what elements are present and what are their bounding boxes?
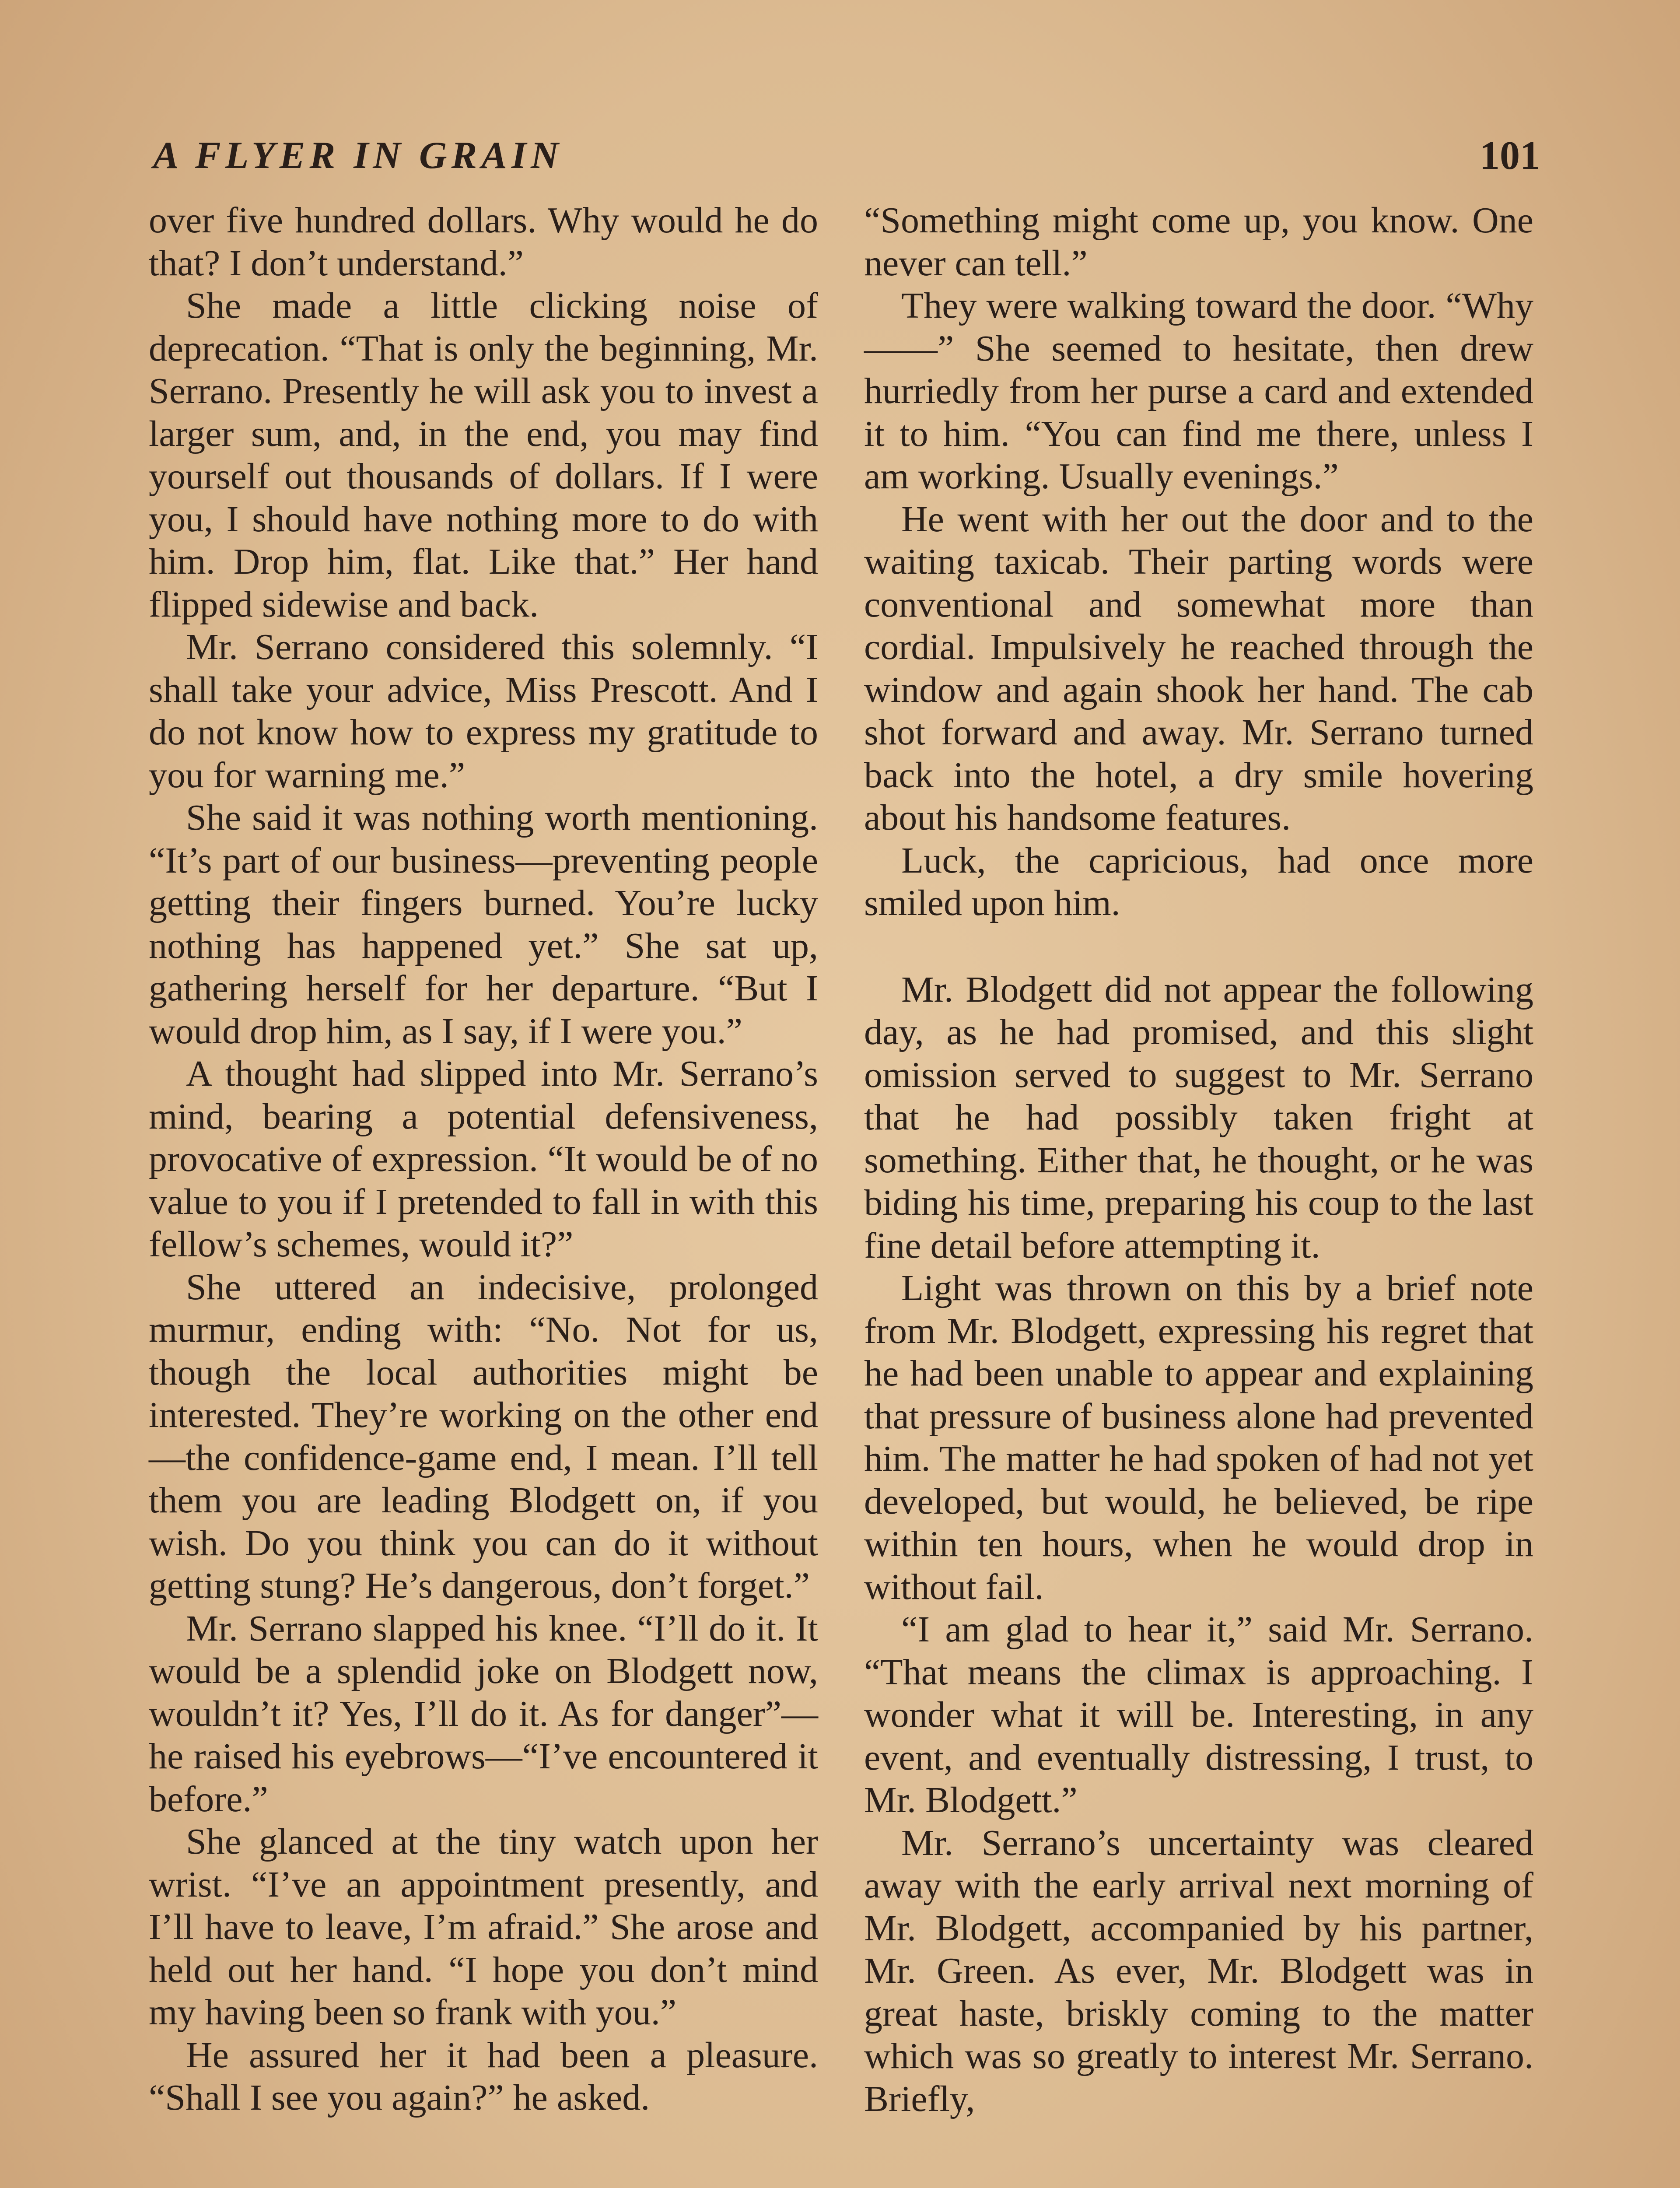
paragraph: Mr. Blodgett did not appear the following day, as he had promised, and this slight omission served to suggest to Mr. Serrano that he had possibly taken fright at something. Either that, he thought, or he was biding his time, preparing his coup to the last fine detail before attempting it. xyxy=(864,969,1533,1266)
paragraph: Luck, the capricious, had once more smiled upon him. xyxy=(864,840,1533,923)
paragraph: He went with her out the door and to the waiting taxicab. Their parting words were conventional and somewhat more than cordial. Impulsively he reached through the window and again shook her hand. The cab shot forward and away. Mr. Serrano turned back into the hotel, a dry smile hovering about his handsome features. xyxy=(864,498,1533,838)
paragraph: Mr. Serrano’s uncertainty was cleared away with the early arrival next morning of Mr. Blodgett, accompanied by his partner, Mr. Green. As ever, Mr. Blodgett was in great haste, briskly coming to the matter which was so greatly to interest Mr. Serrano. Briefly, xyxy=(864,1822,1533,2119)
left-text-column xyxy=(149,199,818,2119)
paragraph: She said it was nothing worth mentioning. “It’s part of our business—preventing people getting their fingers burned. You’re lucky nothing has happened yet.” She sat up, gathering herself for her departure. “But I would drop him, as I say, if I were you.” xyxy=(149,797,818,1052)
paragraph: She uttered an indecisive, prolonged murmur, ending with: “No. Not for us, though the local authorities might be interested. They’re working on the other end—the confidence-game end, I mean. I’ll tell them you are leading Blodgett on, if you wish. Do you think you can do it without getting stung? He’s dangerous, don’t forget.” xyxy=(149,1266,818,1606)
paragraph: “I am glad to hear it,” said Mr. Serrano. “That means the climax is approaching. I wonder what it will be. Interesting, in any event, and eventually distressing, I trust, to Mr. Blodgett.” xyxy=(864,1609,1533,1820)
paragraph: Mr. Serrano slapped his knee. “I’ll do it. It would be a splendid joke on Blodgett now, wouldn’t it? Yes, I’ll do it. As for danger”—he raised his eyebrows—“I’ve encountered it before.” xyxy=(149,1608,818,1820)
paragraph: Light was thrown on this by a brief note from Mr. Blodgett, expressing his regret that he had been unable to appear and explaining that pressure of business alone had prevented him. The matter he had spoken of had not yet developed, but would, he believed, be ripe within ten hours, when he would drop in without fail. xyxy=(864,1268,1533,1607)
running-head xyxy=(153,127,1540,184)
paragraph: “Something might come up, you know. One never can tell.” xyxy=(864,200,1533,284)
paragraph: She made a little clicking noise of deprecation. “That is only the beginning, Mr. Serrano. Presently he will ask you to invest a larger sum, and, in the end, you may find yourself out thousands of dollars. If I were you, I should have nothing more to do with him. Drop him, flat. Like that.” Her hand flipped sidewise and back. xyxy=(149,285,818,625)
paragraph: They were walking toward the door. “Why——” She seemed to hesitate, then drew hurriedly from her purse a card and extended it to him. “You can find me there, unless I am working. Usually evenings.” xyxy=(864,285,1533,497)
paragraph: A thought had slipped into Mr. Serrano’s mind, bearing a potential defensiveness, provocative of expression. “It would be of no value to you if I pretended to fall in with this fellow’s schemes, would it?” xyxy=(149,1053,818,1265)
paragraph: over five hundred dollars. Why would he do that? I don’t understand.” xyxy=(149,200,818,284)
paragraph: He assured her it had been a pleasure. “Shall I see you again?” he asked. xyxy=(149,2034,818,2118)
running-title: A FLYER IN GRAIN xyxy=(153,134,563,177)
page-number: 101 xyxy=(1480,133,1540,178)
right-text-column xyxy=(864,199,1533,2120)
paragraph: Mr. Serrano considered this solemnly. “I shall take your advice, Miss Prescott. And I do not know how to express my gratitude to you for warning me.” xyxy=(149,627,818,796)
paragraph: She glanced at the tiny watch upon her wrist. “I’ve an appointment presently, and I’ll have to leave, I’m afraid.” She arose and held out her hand. “I hope you don’t mind my having been so frank with you.” xyxy=(149,1821,818,2033)
